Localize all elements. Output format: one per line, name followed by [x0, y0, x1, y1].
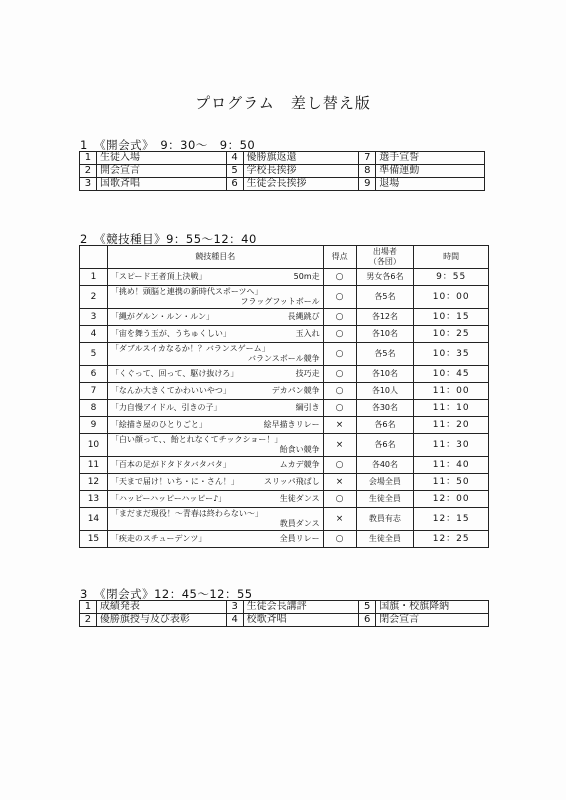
event-cell: [107, 491, 323, 508]
event-name-wrap: [111, 344, 320, 364]
event-number: 6: [80, 366, 108, 383]
header-points: 得点: [323, 246, 356, 269]
event-number: 14: [80, 508, 108, 531]
event-title: 「縄がグルン・ルン・ルン」: [110, 312, 215, 321]
event-points: ×: [323, 474, 356, 491]
competition-row: [80, 343, 489, 366]
event-type: フラッグフットボール: [240, 297, 320, 306]
event-points: ○: [323, 269, 356, 286]
event-cell: [107, 286, 323, 309]
event-type: 教員ダンス: [279, 519, 320, 528]
event-number: 4: [80, 326, 108, 343]
opening-item-number: 3: [80, 178, 97, 191]
event-participants: 教員有志: [356, 508, 414, 531]
opening-item-number: 8: [359, 165, 376, 178]
closing-item-label: 生徒会長講評: [243, 601, 359, 614]
event-name-wrap: [111, 369, 320, 379]
event-type: ムカデ競争: [279, 460, 320, 469]
opening-item-label: 国歌斉唱: [96, 178, 226, 191]
event-type: 綱引き: [295, 403, 320, 412]
competition-row: [80, 417, 489, 434]
closing-item-label: 閉会宣言: [376, 614, 489, 627]
event-number: 11: [80, 457, 108, 474]
opening-item-number: 1: [80, 152, 97, 165]
opening-item-label: 生徒会長挨拶: [243, 178, 359, 191]
event-participants: 各6名: [356, 434, 414, 457]
event-points: ○: [323, 343, 356, 366]
event-type: バランスボール競争: [248, 354, 320, 363]
closing-item-label: 国旗・校旗降納: [376, 601, 489, 614]
event-title: 「まだまだ現役！～青春は終わらない～」: [110, 509, 263, 518]
closing-item-label: 校歌斉唱: [243, 614, 359, 627]
competition-row: [80, 531, 489, 548]
event-participants: 各10名: [356, 326, 414, 343]
opening-item-number: 5: [226, 165, 243, 178]
event-type: 50m走: [293, 272, 320, 281]
header-event: 競技種目名: [107, 246, 323, 269]
competition-row: [80, 309, 489, 326]
event-number: 8: [80, 400, 108, 417]
event-name-wrap: [111, 435, 320, 455]
event-points: ×: [323, 417, 356, 434]
event-cell: [107, 309, 323, 326]
event-points: ○: [323, 309, 356, 326]
competition-heading: 2 《競技種目》9：55～12：40: [80, 232, 257, 246]
opening-item-label: 生徒入場: [96, 152, 226, 165]
event-points: ○: [323, 366, 356, 383]
closing-item-number: 4: [226, 614, 243, 627]
event-time: 10：25: [414, 326, 489, 343]
event-cell: [107, 434, 323, 457]
opening-heading: 1 《開会式》 9：30～ 9：50: [80, 138, 256, 152]
closing-item-number: 2: [80, 614, 97, 627]
closing-heading: 3 《閉会式》12：45～12：55: [80, 587, 253, 601]
opening-item-label: 準備運動: [376, 165, 485, 178]
event-time: 11：20: [414, 417, 489, 434]
event-type: 技巧走: [295, 369, 320, 378]
event-participants: 各40名: [356, 457, 414, 474]
event-time: 12：25: [414, 531, 489, 548]
event-time: 12：15: [414, 508, 489, 531]
event-title: 「挑め！頭脳と連携の新時代スポーツへ」: [110, 287, 263, 296]
opening-item-label: 退場: [376, 178, 485, 191]
event-cell: [107, 343, 323, 366]
event-type: 長縄跳び: [287, 312, 320, 321]
event-time: 11：30: [414, 434, 489, 457]
event-title: 「力自慢アイドル、引きの子」: [110, 403, 222, 412]
header-participants: [356, 246, 414, 269]
event-cell: [107, 417, 323, 434]
event-type: 全員リレー: [279, 534, 320, 543]
event-name-wrap: [111, 509, 320, 529]
event-title: 「宙を舞う玉が、うちゅくしい」: [110, 329, 231, 338]
event-cell: [107, 366, 323, 383]
event-cell: [107, 383, 323, 400]
event-points: ○: [323, 286, 356, 309]
competition-row: [80, 457, 489, 474]
competition-row: [80, 400, 489, 417]
opening-item-number: 2: [80, 165, 97, 178]
closing-row: [80, 601, 489, 614]
competition-row: [80, 508, 489, 531]
header-participants-line1: 出場者: [372, 247, 397, 256]
event-name-wrap: [111, 420, 320, 430]
event-cell: [107, 457, 323, 474]
event-participants: 男女各6名: [356, 269, 414, 286]
opening-row: [80, 165, 485, 178]
event-points: ○: [323, 531, 356, 548]
event-participants: 生徒全員: [356, 531, 414, 548]
event-time: 11：50: [414, 474, 489, 491]
event-title: 「百本の足がドタドタバタバタ」: [110, 460, 231, 469]
event-name-wrap: [111, 403, 320, 413]
event-participants: 各6名: [356, 417, 414, 434]
event-name-wrap: [111, 312, 320, 322]
event-number: 9: [80, 417, 108, 434]
opening-row: [80, 178, 485, 191]
event-cell: [107, 400, 323, 417]
event-title: 「ハッピーハッピーハッピー♪」: [110, 494, 227, 503]
event-cell: [107, 531, 323, 548]
event-cell: [107, 474, 323, 491]
event-participants: 各10人: [356, 383, 414, 400]
event-name-wrap: [111, 534, 320, 544]
event-name-wrap: [111, 287, 320, 307]
event-points: ○: [323, 383, 356, 400]
event-type: 絵早描きリレー: [263, 420, 320, 429]
event-participants: 各5名: [356, 343, 414, 366]
event-number: 12: [80, 474, 108, 491]
event-name-wrap: [111, 494, 320, 504]
event-participants: 各12名: [356, 309, 414, 326]
event-number: 13: [80, 491, 108, 508]
competition-row: [80, 286, 489, 309]
event-name-wrap: [111, 386, 320, 396]
opening-item-number: 6: [226, 178, 243, 191]
event-time: 10：00: [414, 286, 489, 309]
closing-item-label: 優勝旗授与及び表彰: [96, 614, 226, 627]
closing-row: [80, 614, 489, 627]
closing-item-number: 5: [359, 601, 376, 614]
event-name-wrap: [111, 272, 320, 282]
event-title: 「ダブルスイカなるか！？バランスゲーム」: [110, 344, 270, 353]
event-participants: 各10名: [356, 366, 414, 383]
closing-item-number: 3: [226, 601, 243, 614]
event-number: 15: [80, 531, 108, 548]
event-type: デカパン競争: [271, 386, 320, 395]
competition-row: [80, 434, 489, 457]
opening-item-label: 開会宣言: [96, 165, 226, 178]
event-time: 11：00: [414, 383, 489, 400]
event-type: スリッパ飛ばし: [263, 477, 320, 486]
event-number: 2: [80, 286, 108, 309]
competition-header-row: [80, 246, 489, 269]
competition-row: [80, 366, 489, 383]
event-cell: [107, 326, 323, 343]
event-cell: [107, 508, 323, 531]
event-time: 10：35: [414, 343, 489, 366]
opening-item-label: 優勝旗返還: [243, 152, 359, 165]
event-participants: 各5名: [356, 286, 414, 309]
document-title: プログラム 差し替え版: [195, 94, 371, 112]
event-points: ×: [323, 434, 356, 457]
event-title: 「疾走のスチューデンツ」: [110, 534, 207, 543]
event-time: 11：40: [414, 457, 489, 474]
event-number: 7: [80, 383, 108, 400]
event-title: 「くぐって、回って、駆け抜けろ」: [110, 369, 239, 378]
event-cell: [107, 269, 323, 286]
closing-item-number: 1: [80, 601, 97, 614]
event-time: 10：45: [414, 366, 489, 383]
event-title: 「スピード王者頂上決戦」: [110, 272, 207, 281]
event-time: 11：10: [414, 400, 489, 417]
event-number: 5: [80, 343, 108, 366]
closing-item-label: 成績発表: [96, 601, 226, 614]
event-type: 飴食い競争: [279, 445, 320, 454]
event-name-wrap: [111, 460, 320, 470]
event-points: ○: [323, 457, 356, 474]
event-points: ○: [323, 400, 356, 417]
event-title: 「絵描き屋のひとりごと」: [110, 420, 207, 429]
event-points: ○: [323, 326, 356, 343]
closing-item-number: 6: [359, 614, 376, 627]
opening-table: [79, 151, 485, 191]
header-participants-line2: （各団）: [368, 257, 401, 266]
header-no: [80, 246, 108, 269]
header-time: 時間: [414, 246, 489, 269]
event-name-wrap: [111, 329, 320, 339]
competition-row: [80, 383, 489, 400]
competition-row: [80, 269, 489, 286]
event-time: 10：15: [414, 309, 489, 326]
event-title: 「白い顔って、、飴とれなくてチックショー！」: [110, 435, 283, 444]
opening-item-number: 4: [226, 152, 243, 165]
event-title: 「なんか大きくてかわいいやつ」: [110, 386, 231, 395]
event-number: 10: [80, 434, 108, 457]
event-time: 12：00: [414, 491, 489, 508]
event-number: 3: [80, 309, 108, 326]
competition-row: [80, 474, 489, 491]
event-number: 1: [80, 269, 108, 286]
event-participants: 各30名: [356, 400, 414, 417]
event-name-wrap: [111, 477, 320, 487]
opening-item-number: 9: [359, 178, 376, 191]
event-type: 玉入れ: [295, 329, 320, 338]
event-participants: 生徒全員: [356, 491, 414, 508]
opening-item-label: 選手宣誓: [376, 152, 485, 165]
opening-item-number: 7: [359, 152, 376, 165]
event-time: 9：55: [414, 269, 489, 286]
event-points: ○: [323, 491, 356, 508]
competition-table: [79, 245, 489, 548]
event-points: ×: [323, 508, 356, 531]
closing-table: [79, 600, 489, 627]
competition-row: [80, 326, 489, 343]
event-participants: 会場全員: [356, 474, 414, 491]
event-type: 生徒ダンス: [279, 494, 320, 503]
opening-item-label: 学校長挨拶: [243, 165, 359, 178]
competition-row: [80, 491, 489, 508]
opening-row: [80, 152, 485, 165]
event-title: 「天まで届け！いち・に・さん！」: [110, 477, 239, 486]
